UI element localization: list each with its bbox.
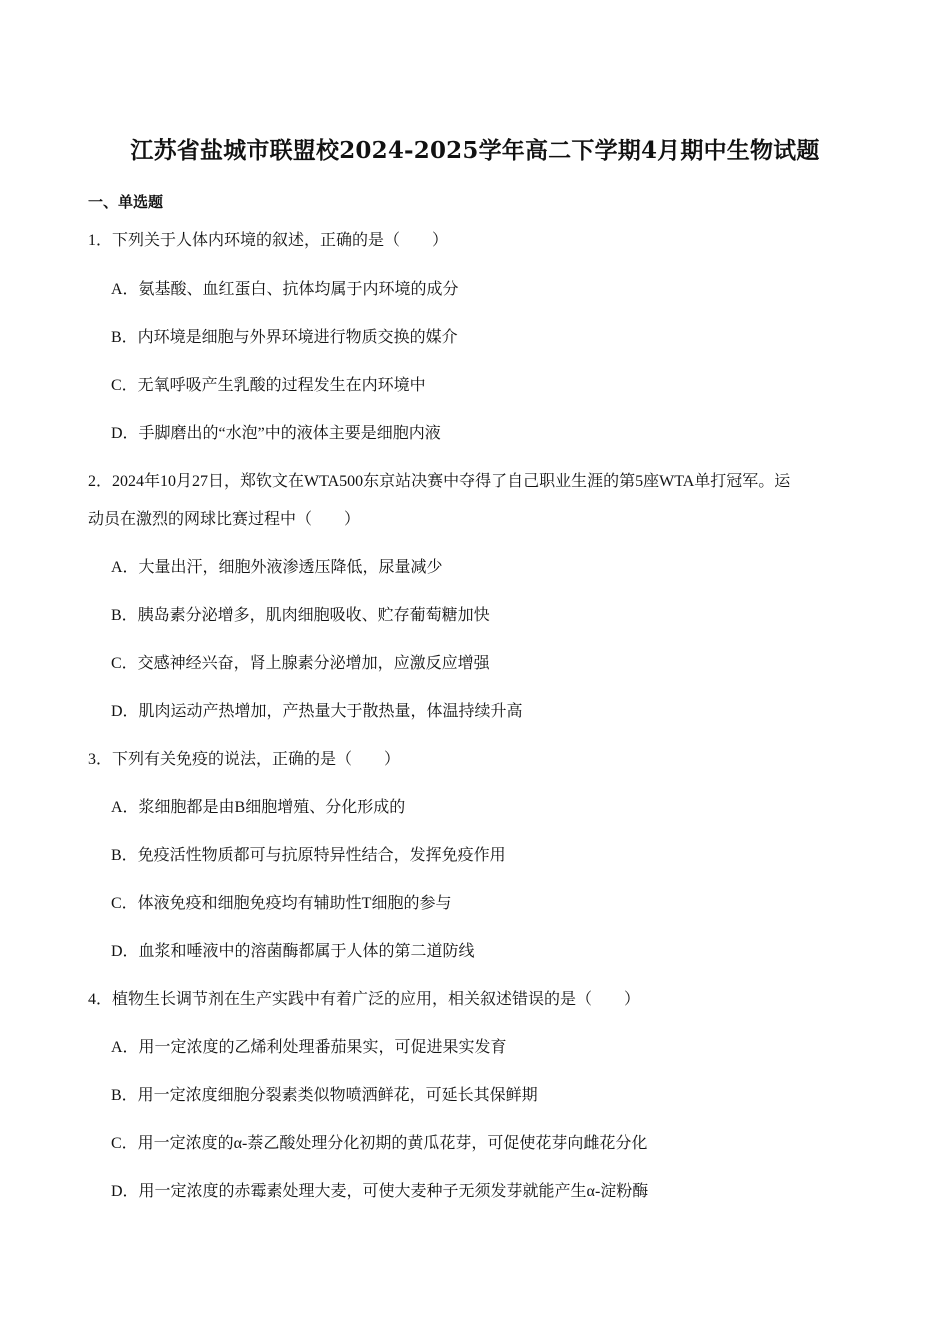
question-4-stem: 4．植物生长调节剂在生产实践中有着广泛的应用，相关叙述错误的是（ ） xyxy=(88,991,641,1008)
question-2-stem: 2．2024年10月27日，郑钦文在WTA500东京站决赛中夺得了自己职业生涯的第5座WTA单打冠军。运 xyxy=(88,473,791,490)
question-4-option-c: C．用一定浓度的α-萘乙酸处理分化初期的黄瓜花芽，可促使花芽向雌花分化 xyxy=(111,1135,648,1152)
question-4-option-a: A．用一定浓度的乙烯利处理番茄果实，可促进果实发育 xyxy=(111,1039,507,1056)
question-3-option-b: B．免疫活性物质都可与抗原特异性结合，发挥免疫作用 xyxy=(111,847,506,864)
question-3-option-d: D．血浆和唾液中的溶菌酶都属于人体的第二道防线 xyxy=(111,943,475,960)
question-1-option-c: C．无氧呼吸产生乳酸的过程发生在内环境中 xyxy=(111,377,426,394)
question-1-option-d: D．手脚磨出的“水泡”中的液体主要是细胞内液 xyxy=(111,425,441,442)
question-2-option-c: C．交感神经兴奋，肾上腺素分泌增加，应激反应增强 xyxy=(111,655,490,672)
question-2-option-a: A．大量出汗，细胞外液渗透压降低，尿量减少 xyxy=(111,559,443,576)
question-3-stem: 3．下列有关免疫的说法，正确的是（ ） xyxy=(88,751,401,768)
question-1-option-b: B．内环境是细胞与外界环境进行物质交换的媒介 xyxy=(111,329,458,346)
question-2-stem-continued: 动员在激烈的网球比赛过程中（ ） xyxy=(88,511,361,528)
question-4-option-b: B．用一定浓度细胞分裂素类似物喷洒鲜花，可延长其保鲜期 xyxy=(111,1087,538,1104)
question-1-option-a: A．氨基酸、血红蛋白、抗体均属于内环境的成分 xyxy=(111,281,459,298)
question-3-option-a: A．浆细胞都是由B细胞增殖、分化形成的 xyxy=(111,799,406,816)
question-1-stem: 1．下列关于人体内环境的叙述，正确的是（ ） xyxy=(88,232,449,249)
question-2-option-b: B．胰岛素分泌增多，肌肉细胞吸收、贮存葡萄糖加快 xyxy=(111,607,490,624)
page-title: 江苏省盐城市联盟校2024-2025学年高二下学期4月期中生物试题 xyxy=(130,137,820,164)
question-3-option-c: C．体液免疫和细胞免疫均有辅助性T细胞的参与 xyxy=(111,895,452,912)
question-2-option-d: D．肌肉运动产热增加，产热量大于散热量，体温持续升高 xyxy=(111,703,523,720)
question-4-option-d: D．用一定浓度的赤霉素处理大麦，可使大麦种子无须发芽就能产生α-淀粉酶 xyxy=(111,1183,649,1200)
section-heading: 一、单选题 xyxy=(88,195,164,211)
